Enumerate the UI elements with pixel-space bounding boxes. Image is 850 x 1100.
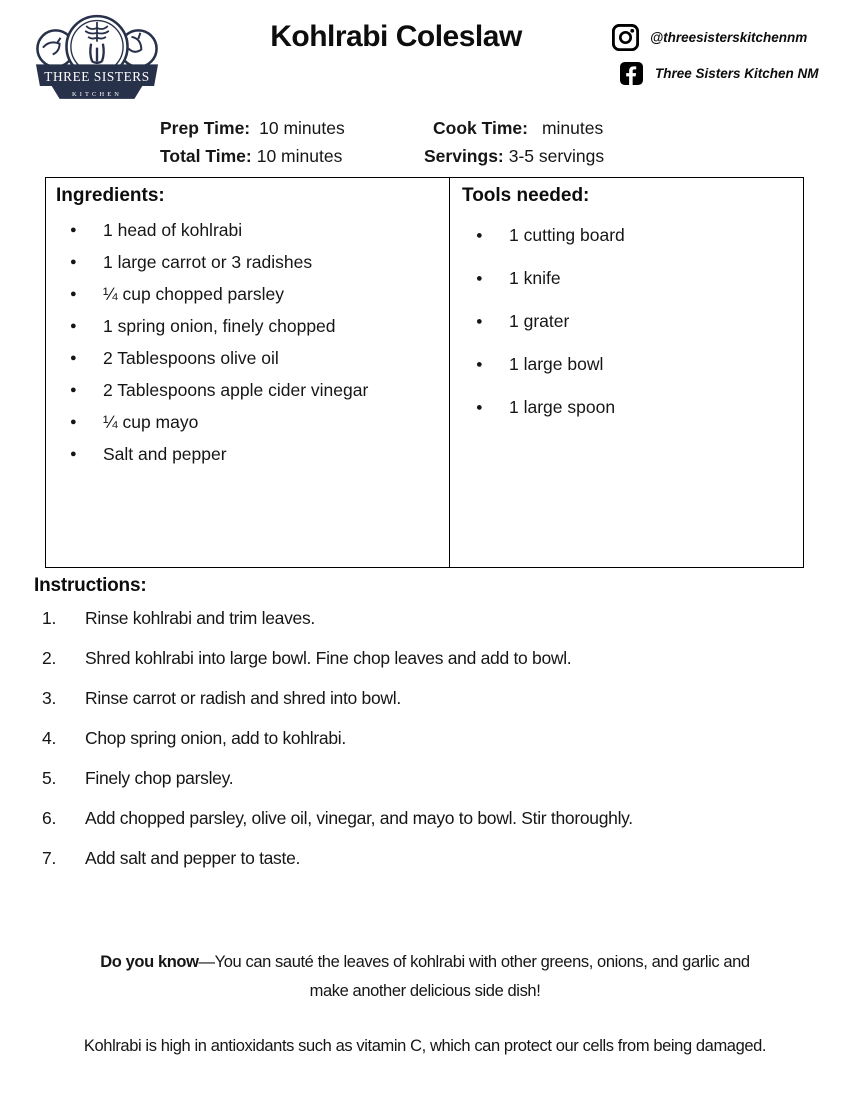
tool-item: ● 1 large bowl [462, 343, 791, 386]
instruction-step: Chop spring onion, add to kohlrabi. [85, 728, 346, 748]
ingredient-item: ● Salt and pepper [56, 438, 439, 470]
nutrition-note: Kohlrabi is high in antioxidants such as vitamin C, which can protect our cells from being damaged. [83, 1037, 767, 1055]
social-links [612, 24, 819, 85]
facebook-icon [620, 62, 643, 85]
tool-item: ● 1 grater [462, 300, 791, 343]
facebook-name: Three Sisters Kitchen NM [655, 66, 819, 81]
ingredients-section [46, 178, 450, 567]
instructions-heading: Instructions: [34, 575, 147, 596]
ingredients-tools-box [45, 177, 804, 568]
instruction-step: Rinse carrot or radish and shred into bowl. [85, 688, 401, 708]
tools-heading: Tools needed: [462, 185, 590, 206]
total-time: Total Time: 10 minutes [160, 146, 343, 166]
ingredient-item: ● 1 spring onion, finely chopped [56, 310, 439, 342]
instruction-step: Finely chop parsley. [85, 768, 234, 788]
fact-label: Do you know [100, 953, 199, 971]
servings: Servings: 3-5 servings [424, 146, 605, 166]
tool-item: ● 1 knife [462, 257, 791, 300]
instructions-list [35, 608, 805, 888]
facebook-row [620, 62, 819, 85]
page-title: Kohlrabi Coleslaw [270, 20, 522, 53]
tools-section [450, 178, 803, 567]
instagram-icon [612, 24, 639, 51]
ingredient-item: ● ¼ cup mayo [56, 406, 439, 438]
tool-item: ● 1 cutting board [462, 214, 791, 257]
logo-kitchen-text: KITCHEN [71, 90, 123, 98]
instagram-handle: @threesisterskitchennm [650, 30, 808, 45]
ingredient-item: ● 2 Tablespoons apple cider vinegar [56, 374, 439, 406]
tool-item: ● 1 large spoon [462, 386, 791, 429]
instruction-step: Rinse kohlrabi and trim leaves. [85, 608, 315, 628]
recipe-meta [0, 114, 850, 176]
logo-name-text: THREE SISTERS [44, 69, 150, 85]
ingredient-item: ● ¼ cup chopped parsley [56, 278, 439, 310]
ingredient-item: ● 1 head of kohlrabi [56, 214, 439, 246]
ingredient-item: ● 1 large carrot or 3 radishes [56, 246, 439, 278]
tools-list [462, 214, 791, 429]
prep-time: Prep Time: 10 minutes [160, 118, 345, 138]
instagram-row [612, 24, 819, 51]
instruction-step: Shred kohlrabi into large bowl. Fine chop leaves and add to bowl. [85, 648, 572, 668]
did-you-know-fact [85, 948, 765, 1006]
ingredients-list [56, 214, 439, 470]
fact-text: —You can sauté the leaves of kohlrabi with other greens, onions, and garlic and make another delicious side dish! [198, 953, 750, 1000]
instruction-step: Add salt and pepper to taste. [85, 848, 301, 868]
cook-time: Cook Time: minutes [433, 118, 604, 138]
ingredient-item: ● 2 Tablespoons olive oil [56, 342, 439, 374]
ingredients-heading: Ingredients: [56, 185, 165, 206]
instruction-step: Add chopped parsley, olive oil, vinegar, and mayo to bowl. Stir thoroughly. [85, 808, 633, 828]
